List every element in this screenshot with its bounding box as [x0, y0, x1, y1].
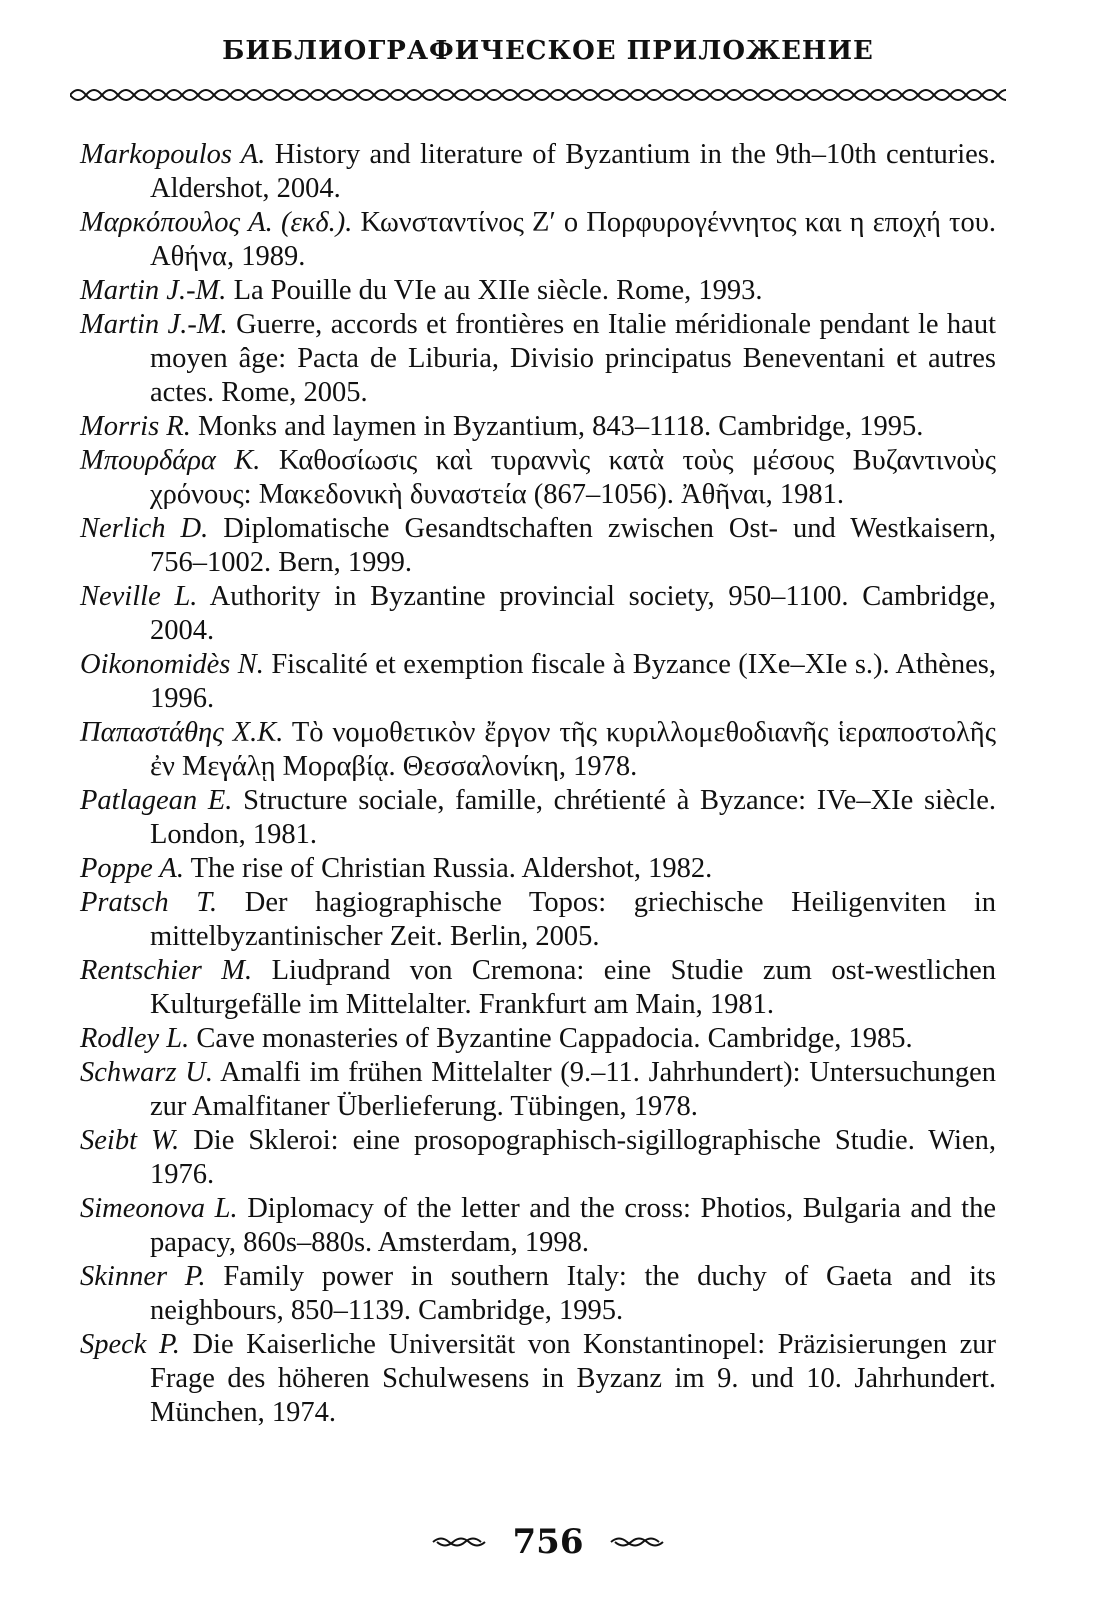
entry-text: Liudprand von Cremona: eine Studie zum ost-westlichen Kulturgefälle im Mittelalter. Frankfurt am Main, 1981.	[150, 955, 996, 1020]
entry-text: Fiscalité et exemption fiscale à Byzance (IXe–XIe s.). Athènes, 1996.	[150, 649, 996, 714]
entry-text: Guerre, accords et frontières en Italie méridionale pendant le haut moyen âge: Pacta de Liburia, Divisio principatus Beneventani et autres actes. Rome, 2005.	[150, 309, 996, 408]
folio-ornament-left	[431, 1534, 487, 1550]
entry-text: Τὸ νομοθετικὸν ἔργον τῆς κυριλλομεθοδιανῆς ἱεραποστολῆς ἐν Μεγάλῃ Μοραβίᾳ. Θεσσαλονίκη, 1978.	[150, 717, 996, 782]
entry-author: Simeonova L.	[80, 1193, 238, 1224]
entry-author: Nerlich D.	[80, 513, 209, 544]
entry-text: Structure sociale, famille, chrétienté à Byzance: IVe–XIe siècle. London, 1981.	[150, 785, 996, 850]
bib-entry	[80, 580, 996, 648]
entry-author: Pratsch T.	[80, 887, 218, 918]
entry-author: Patlagean E.	[80, 785, 233, 816]
bib-entry	[80, 1124, 996, 1192]
bib-entry	[80, 648, 996, 716]
entry-text: Cave monasteries of Byzantine Cappadocia. Cambridge, 1985.	[189, 1023, 913, 1054]
entry-text: Amalfi im frühen Mittelalter (9.–11. Jahrhundert): Untersuchungen zur Amalfitaner Überlieferung. Tübingen, 1978.	[150, 1057, 996, 1122]
entry-author: Neville L.	[80, 581, 198, 612]
entry-author: Μαρκόπουλος A. (εκδ.).	[80, 207, 353, 238]
bib-entry	[80, 1192, 996, 1260]
entry-author: Skinner P.	[80, 1261, 206, 1292]
folio-ornament-right	[609, 1534, 665, 1550]
bib-entry	[80, 716, 996, 784]
bib-entry	[80, 512, 996, 580]
page-folio	[0, 1520, 1096, 1562]
entry-author: Martin J.-M.	[80, 309, 228, 340]
bib-entry	[80, 274, 996, 308]
entry-author: Seibt W.	[80, 1125, 180, 1156]
entry-author: Rodley L.	[80, 1023, 190, 1054]
entry-author: Rentschier M.	[80, 955, 253, 986]
entry-text: Diplomacy of the letter and the cross: Photios, Bulgaria and the papacy, 860s–880s. Amsterdam, 1998.	[150, 1193, 996, 1258]
entry-author: Martin J.-M.	[80, 275, 227, 306]
bib-entry	[80, 886, 996, 954]
bib-entry	[80, 1056, 996, 1124]
entry-author: Μπουρδάρα Κ.	[80, 445, 261, 476]
entry-text: Καθοσίωσις καὶ τυραννὶς κατὰ τοὺς μέσους Βυζαντινοὺς χρόνους: Μακεδονικὴ δυναστεία (867–1056). Ἀθῆναι, 1981.	[150, 445, 996, 510]
entry-text: Monks and laymen in Byzantium, 843–1118. Cambridge, 1995.	[190, 411, 924, 442]
bib-entry	[80, 138, 996, 206]
bibliography-list	[80, 138, 996, 1430]
running-head: БИБЛИОГРАФИЧЕСКОЕ ПРИЛОЖЕНИЕ	[222, 36, 874, 66]
bib-entry	[80, 1260, 996, 1328]
entry-author: Speck P.	[80, 1329, 180, 1360]
entry-text: Die Kaiserliche Universität von Konstantinopel: Präzisierungen zur Frage des höheren Schulwesens in Byzanz im 9. und 10. Jahrhundert. München, 1974.	[150, 1329, 996, 1428]
bib-entry	[80, 206, 996, 274]
entry-text: Family power in southern Italy: the duchy of Gaeta and its neighbours, 850–1139. Cambridge, 1995.	[150, 1261, 996, 1326]
entry-text: Authority in Byzantine provincial society, 950–1100. Cambridge, 2004.	[150, 581, 996, 646]
entry-text: Diplomatische Gesandtschaften zwischen Ost- und Westkaisern, 756–1002. Bern, 1999.	[150, 513, 996, 578]
entry-text: History and literature of Byzantium in the 9th–10th centuries. Aldershot, 2004.	[150, 139, 997, 204]
entry-text: La Pouille du VIe au XIIe siècle. Rome, 1993.	[226, 275, 763, 306]
bib-entry	[80, 1022, 996, 1056]
entry-text: The rise of Christian Russia. Aldershot, 1982.	[183, 853, 713, 884]
entry-author: Poppe A.	[80, 853, 184, 884]
entry-author: Morris R.	[80, 411, 191, 442]
bib-entry	[80, 954, 996, 1022]
bib-entry	[80, 308, 996, 410]
entry-author: Παπαστάθης Χ.Κ.	[80, 717, 284, 748]
bib-entry	[80, 410, 996, 444]
entry-author: Markopoulos A.	[80, 139, 266, 170]
entry-text: Κωνσταντίνος Ζ′ ο Πορφυρογέννητος και η εποχή του. Αθήνα, 1989.	[150, 207, 996, 272]
entry-text: Der hagiographische Topos: griechische Heiligenviten in mittelbyzantinischer Zeit. Berlin, 2005.	[150, 887, 996, 952]
bib-entry	[80, 444, 996, 512]
entry-text: Die Skleroi: eine prosopographisch-sigillographische Studie. Wien, 1976.	[150, 1125, 996, 1190]
bib-entry	[80, 1328, 996, 1430]
entry-author: Schwarz U.	[80, 1057, 213, 1088]
entry-author: Oikonomidès N.	[80, 649, 264, 680]
bib-entry	[80, 852, 996, 886]
page-number: 756	[512, 1522, 584, 1562]
bib-entry	[80, 784, 996, 852]
ornamental-band	[70, 84, 1006, 106]
